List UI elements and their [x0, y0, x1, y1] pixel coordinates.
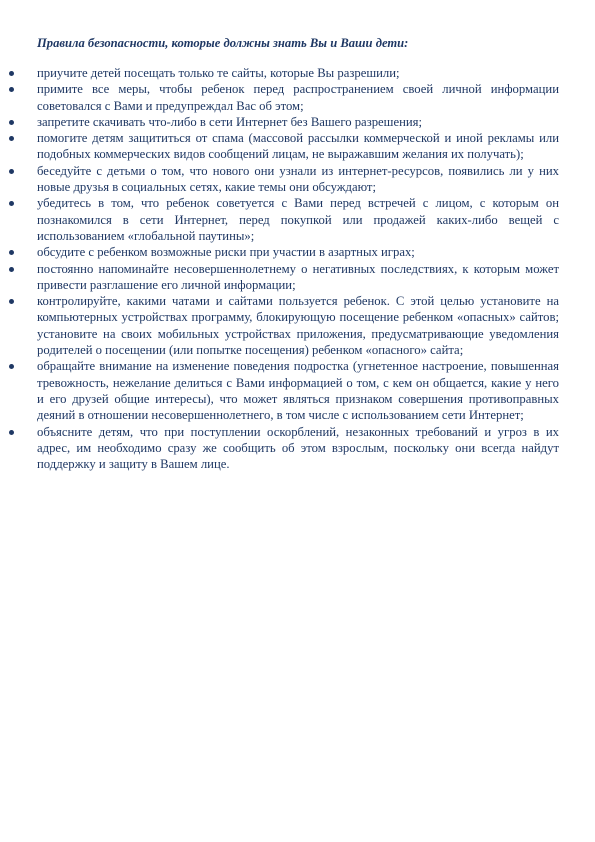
list-item	[0, 358, 559, 423]
list-item	[0, 261, 559, 294]
list-item	[0, 163, 559, 196]
bullet-icon	[9, 169, 14, 174]
bullet-icon	[9, 250, 14, 255]
list-item-text: контролируйте, какими чатами и сайтами пользуется ребенок. С этой целью установите на компьютерных устройствах программу, блокирующую посещение ребенком «опасных» сайтов; установите на своих мобильных устройствах приложения, предусматривающие уведомления родителей о посещении (или попытке посещения) ребенком «опасного» сайта;	[37, 294, 559, 358]
list-item-text: убедитесь в том, что ребенок советуется с Вами перед встречей с лицом, с которым он познакомился в сети Интернет, перед покупкой или продажей каких-либо вещей с использованием «глобальной паутины»;	[37, 196, 559, 243]
list-item-text: помогите детям защититься от спама (массовой рассылки коммерческой и иной рекламы или подобных коммерческих видов сообщений лицам, не выражавшим желания их получать);	[37, 131, 559, 162]
list-item-text: запретите скачивать что-либо в сети Интернет без Вашего разрешения;	[37, 114, 423, 129]
list-item-text: приучите детей посещать только те сайты, которые Вы разрешили;	[37, 66, 400, 80]
list-item	[0, 114, 559, 130]
bullet-icon	[9, 201, 14, 206]
rules-list	[0, 65, 559, 472]
list-item	[0, 244, 559, 260]
bullet-icon	[9, 120, 14, 125]
list-item-text: обращайте внимание на изменение поведения подростка (угнетенное настроение, повышенная тревожность, нежелание делиться с Вами информацией о том, с кем он общается, какие у него и его друзей общие интересы), что может являться признаком совершения противоправных деяний в отношении несовершеннолетнего, в том числе с использованием сети Интернет;	[37, 359, 559, 423]
list-item-text: примите все меры, чтобы ребенок перед распространением своей личной информации советовался с Вами и предупреждал Вас об этом;	[37, 82, 559, 113]
bullet-icon	[9, 364, 14, 369]
list-item-text: беседуйте с детьми о том, что нового они узнали из интернет-ресурсов, появились ли у них новые друзья в социальных сетях, какие темы они обсуждают;	[37, 163, 559, 195]
list-item-text: объясните детям, что при поступлении оскорблений, незаконных требований и угроз в их адрес, им необходимо сразу же сообщить об этом взрослым, поскольку они всегда найдут поддержку и защиту в Вашем лице.	[37, 424, 559, 472]
list-item	[0, 81, 559, 114]
list-item	[0, 424, 559, 473]
bullet-icon	[9, 267, 14, 272]
bullet-icon	[9, 430, 14, 435]
bullet-icon	[9, 299, 14, 304]
list-item	[0, 195, 559, 244]
list-item	[0, 293, 559, 358]
list-item-text: обсудите с ребенком возможные риски при участии в азартных играх;	[37, 245, 415, 260]
list-item	[0, 130, 559, 163]
list-item	[0, 65, 559, 81]
page-title: Правила безопасности, которые должны знать Вы и Ваши дети:	[37, 36, 409, 50]
bullet-icon	[9, 87, 14, 92]
list-item-text: постоянно напоминайте несовершеннолетнему о негативных последствиях, к которым может привести разглашение его личной информации;	[37, 261, 559, 292]
bullet-icon	[9, 71, 14, 76]
bullet-icon	[9, 136, 14, 141]
